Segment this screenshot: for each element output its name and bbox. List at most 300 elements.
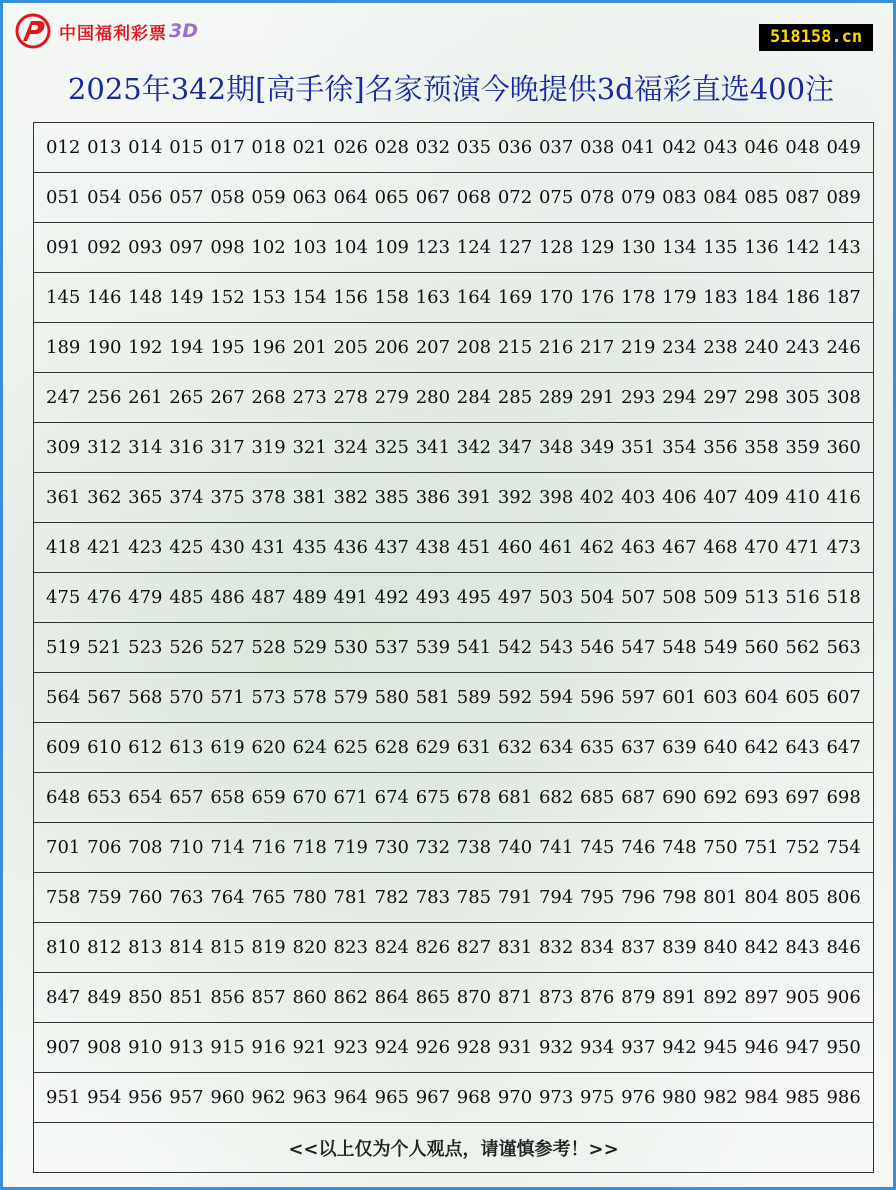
number-cell: 513 xyxy=(744,587,779,608)
number-cell: 028 xyxy=(374,137,409,158)
number-grid xyxy=(33,122,874,1173)
number-cell: 847 xyxy=(46,987,81,1008)
number-cell: 738 xyxy=(456,837,492,858)
number-cell: 706 xyxy=(87,837,122,858)
number-cell: 234 xyxy=(662,337,697,358)
number-cell: 745 xyxy=(580,837,615,858)
number-cell: 359 xyxy=(785,437,820,458)
number-cell: 057 xyxy=(169,187,204,208)
number-cell: 631 xyxy=(456,737,492,758)
number-cell: 410 xyxy=(785,487,820,508)
number-cell: 947 xyxy=(785,1037,820,1058)
number-row xyxy=(34,173,873,223)
number-cell: 834 xyxy=(580,937,615,958)
number-cell: 470 xyxy=(744,537,779,558)
number-cell: 862 xyxy=(333,987,368,1008)
number-row xyxy=(34,873,873,923)
number-cell: 823 xyxy=(333,937,368,958)
number-cell: 698 xyxy=(826,787,861,808)
number-cell: 982 xyxy=(703,1087,738,1108)
number-cell: 486 xyxy=(210,587,245,608)
number-cell: 657 xyxy=(169,787,204,808)
number-cell: 104 xyxy=(333,237,368,258)
number-cell: 542 xyxy=(497,637,533,658)
number-cell: 873 xyxy=(538,987,574,1008)
number-cell: 354 xyxy=(662,437,697,458)
number-cell: 906 xyxy=(826,987,861,1008)
number-cell: 926 xyxy=(415,1037,451,1058)
number-cell: 968 xyxy=(456,1087,492,1108)
number-cell: 562 xyxy=(785,637,820,658)
number-cell: 169 xyxy=(497,287,533,308)
number-cell: 701 xyxy=(46,837,81,858)
number-cell: 321 xyxy=(292,437,327,458)
number-cell: 059 xyxy=(251,187,286,208)
number-cell: 594 xyxy=(538,687,574,708)
number-cell: 280 xyxy=(415,387,451,408)
number-cell: 084 xyxy=(703,187,738,208)
number-cell: 416 xyxy=(826,487,861,508)
number-cell: 752 xyxy=(785,837,820,858)
number-cell: 054 xyxy=(87,187,122,208)
number-cell: 491 xyxy=(333,587,368,608)
number-cell: 750 xyxy=(703,837,738,858)
number-row xyxy=(34,823,873,873)
number-row xyxy=(34,573,873,623)
number-cell: 092 xyxy=(87,237,122,258)
number-cell: 523 xyxy=(128,637,163,658)
number-cell: 732 xyxy=(415,837,451,858)
number-cell: 048 xyxy=(785,137,820,158)
number-cell: 804 xyxy=(744,887,779,908)
number-cell: 915 xyxy=(210,1037,245,1058)
number-cell: 358 xyxy=(744,437,779,458)
number-cell: 601 xyxy=(662,687,697,708)
number-cell: 493 xyxy=(415,587,451,608)
number-cell: 375 xyxy=(210,487,245,508)
number-cell: 954 xyxy=(87,1087,122,1108)
number-cell: 187 xyxy=(826,287,861,308)
number-cell: 471 xyxy=(785,537,820,558)
number-cell: 846 xyxy=(826,937,861,958)
number-cell: 714 xyxy=(210,837,245,858)
number-cell: 317 xyxy=(210,437,245,458)
number-cell: 216 xyxy=(538,337,574,358)
number-cell: 018 xyxy=(251,137,286,158)
number-cell: 740 xyxy=(497,837,533,858)
number-cell: 046 xyxy=(744,137,779,158)
number-cell: 164 xyxy=(456,287,492,308)
number-cell: 658 xyxy=(210,787,245,808)
number-cell: 032 xyxy=(415,137,451,158)
number-cell: 127 xyxy=(497,237,533,258)
number-cell: 628 xyxy=(374,737,409,758)
number-cell: 975 xyxy=(580,1087,615,1108)
number-cell: 438 xyxy=(415,537,451,558)
number-cell: 356 xyxy=(703,437,738,458)
number-cell: 312 xyxy=(87,437,122,458)
number-row xyxy=(34,523,873,573)
number-row xyxy=(34,723,873,773)
number-cell: 351 xyxy=(621,437,656,458)
number-cell: 462 xyxy=(580,537,615,558)
number-cell: 381 xyxy=(292,487,327,508)
number-cell: 813 xyxy=(128,937,163,958)
number-cell: 937 xyxy=(621,1037,656,1058)
number-cell: 089 xyxy=(826,187,861,208)
number-cell: 273 xyxy=(292,387,327,408)
logo-text: 中国福利彩票 xyxy=(59,23,167,44)
number-cell: 812 xyxy=(87,937,122,958)
number-cell: 495 xyxy=(456,587,492,608)
number-cell: 097 xyxy=(169,237,204,258)
number-cell: 293 xyxy=(621,387,656,408)
number-cell: 795 xyxy=(580,887,615,908)
number-cell: 964 xyxy=(333,1087,368,1108)
number-cell: 298 xyxy=(744,387,779,408)
number-cell: 604 xyxy=(744,687,779,708)
number-cell: 864 xyxy=(374,987,409,1008)
number-cell: 942 xyxy=(662,1037,697,1058)
number-cell: 136 xyxy=(744,237,779,258)
number-cell: 207 xyxy=(415,337,451,358)
number-cell: 718 xyxy=(292,837,327,858)
number-cell: 871 xyxy=(497,987,533,1008)
number-cell: 530 xyxy=(333,637,368,658)
number-cell: 931 xyxy=(497,1037,533,1058)
number-cell: 149 xyxy=(169,287,204,308)
disclaimer-footer: <<以上仅为个人观点，请谨慎参考！>> xyxy=(288,1138,619,1160)
number-cell: 763 xyxy=(169,887,204,908)
number-cell: 487 xyxy=(251,587,286,608)
number-cell: 497 xyxy=(497,587,533,608)
number-cell: 730 xyxy=(374,837,409,858)
number-cell: 146 xyxy=(87,287,122,308)
number-cell: 178 xyxy=(621,287,656,308)
number-cell: 670 xyxy=(292,787,327,808)
number-cell: 475 xyxy=(46,587,81,608)
number-cell: 951 xyxy=(46,1087,81,1108)
number-cell: 431 xyxy=(251,537,286,558)
number-cell: 042 xyxy=(662,137,697,158)
number-cell: 285 xyxy=(497,387,533,408)
number-cell: 913 xyxy=(169,1037,204,1058)
number-cell: 153 xyxy=(251,287,286,308)
number-cell: 612 xyxy=(128,737,163,758)
number-cell: 425 xyxy=(169,537,204,558)
number-cell: 619 xyxy=(210,737,245,758)
number-cell: 509 xyxy=(703,587,738,608)
number-cell: 503 xyxy=(538,587,574,608)
number-cell: 091 xyxy=(46,237,81,258)
number-cell: 765 xyxy=(251,887,286,908)
number-cell: 279 xyxy=(374,387,409,408)
number-cell: 075 xyxy=(538,187,574,208)
number-cell: 642 xyxy=(744,737,779,758)
number-cell: 406 xyxy=(662,487,697,508)
number-row xyxy=(34,373,873,423)
number-cell: 135 xyxy=(703,237,738,258)
number-cell: 036 xyxy=(497,137,533,158)
number-cell: 215 xyxy=(497,337,533,358)
number-cell: 026 xyxy=(333,137,368,158)
number-cell: 785 xyxy=(456,887,492,908)
number-cell: 806 xyxy=(826,887,861,908)
number-cell: 043 xyxy=(703,137,738,158)
number-cell: 289 xyxy=(538,387,574,408)
number-cell: 794 xyxy=(538,887,574,908)
number-cell: 268 xyxy=(251,387,286,408)
number-cell: 980 xyxy=(662,1087,697,1108)
number-cell: 087 xyxy=(785,187,820,208)
number-cell: 201 xyxy=(292,337,327,358)
number-cell: 527 xyxy=(210,637,245,658)
number-cell: 892 xyxy=(703,987,738,1008)
number-cell: 529 xyxy=(292,637,327,658)
number-cell: 184 xyxy=(744,287,779,308)
number-cell: 348 xyxy=(538,437,574,458)
number-cell: 758 xyxy=(46,887,81,908)
number-cell: 839 xyxy=(662,937,697,958)
number-cell: 129 xyxy=(580,237,615,258)
number-cell: 398 xyxy=(538,487,574,508)
welfare-lottery-logo-icon xyxy=(13,13,53,49)
number-cell: 568 xyxy=(128,687,163,708)
number-row xyxy=(34,273,873,323)
number-cell: 659 xyxy=(251,787,286,808)
number-cell: 603 xyxy=(703,687,738,708)
number-cell: 678 xyxy=(456,787,492,808)
number-cell: 314 xyxy=(128,437,163,458)
number-cell: 610 xyxy=(87,737,122,758)
number-cell: 152 xyxy=(210,287,245,308)
number-cell: 746 xyxy=(621,837,656,858)
number-cell: 760 xyxy=(128,887,163,908)
number-cell: 103 xyxy=(292,237,327,258)
number-cell: 342 xyxy=(456,437,492,458)
number-cell: 692 xyxy=(703,787,738,808)
number-cell: 719 xyxy=(333,837,368,858)
number-cell: 879 xyxy=(621,987,656,1008)
number-cell: 435 xyxy=(292,537,327,558)
number-row xyxy=(34,423,873,473)
number-cell: 341 xyxy=(415,437,451,458)
number-cell: 960 xyxy=(210,1087,245,1108)
number-cell: 489 xyxy=(292,587,327,608)
number-cell: 015 xyxy=(169,137,204,158)
number-cell: 192 xyxy=(128,337,163,358)
number-cell: 950 xyxy=(826,1037,861,1058)
number-cell: 876 xyxy=(580,987,615,1008)
number-cell: 682 xyxy=(538,787,574,808)
number-cell: 934 xyxy=(580,1037,615,1058)
number-cell: 826 xyxy=(415,937,451,958)
number-cell: 842 xyxy=(744,937,779,958)
number-cell: 810 xyxy=(46,937,81,958)
number-cell: 362 xyxy=(87,487,122,508)
number-cell: 176 xyxy=(580,287,615,308)
number-cell: 690 xyxy=(662,787,697,808)
number-cell: 945 xyxy=(703,1037,738,1058)
number-cell: 360 xyxy=(826,437,861,458)
number-cell: 347 xyxy=(497,437,533,458)
number-cell: 759 xyxy=(87,887,122,908)
number-cell: 965 xyxy=(374,1087,409,1108)
number-cell: 546 xyxy=(580,637,615,658)
number-cell: 592 xyxy=(497,687,533,708)
number-cell: 014 xyxy=(128,137,163,158)
number-cell: 436 xyxy=(333,537,368,558)
number-cell: 856 xyxy=(210,987,245,1008)
number-cell: 832 xyxy=(538,937,574,958)
number-cell: 710 xyxy=(169,837,204,858)
number-cell: 217 xyxy=(580,337,615,358)
number-cell: 613 xyxy=(169,737,204,758)
number-cell: 098 xyxy=(210,237,245,258)
number-cell: 932 xyxy=(538,1037,574,1058)
number-cell: 907 xyxy=(46,1037,81,1058)
number-cell: 492 xyxy=(374,587,409,608)
number-cell: 063 xyxy=(292,187,327,208)
number-cell: 549 xyxy=(703,637,738,658)
number-cell: 764 xyxy=(210,887,245,908)
number-cell: 186 xyxy=(785,287,820,308)
number-cell: 261 xyxy=(128,387,163,408)
number-cell: 064 xyxy=(333,187,368,208)
number-cell: 831 xyxy=(497,937,533,958)
number-cell: 624 xyxy=(292,737,327,758)
number-cell: 629 xyxy=(415,737,451,758)
number-cell: 620 xyxy=(251,737,286,758)
number-cell: 130 xyxy=(621,237,656,258)
number-row xyxy=(34,323,873,373)
number-cell: 687 xyxy=(621,787,656,808)
number-cell: 537 xyxy=(374,637,409,658)
number-cell: 037 xyxy=(538,137,574,158)
number-cell: 910 xyxy=(128,1037,163,1058)
number-cell: 632 xyxy=(497,737,533,758)
number-cell: 984 xyxy=(744,1087,779,1108)
number-cell: 134 xyxy=(662,237,697,258)
number-cell: 521 xyxy=(87,637,122,658)
number-row xyxy=(34,1073,873,1123)
number-cell: 507 xyxy=(621,587,656,608)
number-cell: 843 xyxy=(785,937,820,958)
number-cell: 693 xyxy=(744,787,779,808)
number-cell: 648 xyxy=(46,787,81,808)
number-cell: 265 xyxy=(169,387,204,408)
number-cell: 635 xyxy=(580,737,615,758)
number-row xyxy=(34,773,873,823)
number-cell: 402 xyxy=(580,487,615,508)
number-cell: 195 xyxy=(210,337,245,358)
number-cell: 085 xyxy=(744,187,779,208)
number-cell: 824 xyxy=(374,937,409,958)
number-cell: 647 xyxy=(826,737,861,758)
number-cell: 361 xyxy=(46,487,81,508)
number-cell: 049 xyxy=(826,137,861,158)
number-cell: 548 xyxy=(662,637,697,658)
number-cell: 189 xyxy=(46,337,81,358)
number-cell: 072 xyxy=(497,187,533,208)
number-cell: 814 xyxy=(169,937,204,958)
number-cell: 068 xyxy=(456,187,492,208)
number-cell: 564 xyxy=(46,687,81,708)
number-cell: 206 xyxy=(374,337,409,358)
number-cell: 581 xyxy=(415,687,451,708)
number-cell: 908 xyxy=(87,1037,122,1058)
number-cell: 596 xyxy=(580,687,615,708)
number-cell: 870 xyxy=(456,987,492,1008)
number-cell: 748 xyxy=(662,837,697,858)
number-cell: 124 xyxy=(456,237,492,258)
number-cell: 819 xyxy=(251,937,286,958)
number-cell: 485 xyxy=(169,587,204,608)
number-cell: 609 xyxy=(46,737,81,758)
number-cell: 754 xyxy=(826,837,861,858)
number-cell: 418 xyxy=(46,537,81,558)
number-cell: 963 xyxy=(292,1087,327,1108)
logo-3d: 3D xyxy=(169,20,198,42)
number-cell: 928 xyxy=(456,1037,492,1058)
number-cell: 294 xyxy=(662,387,697,408)
number-cell: 461 xyxy=(538,537,574,558)
number-cell: 820 xyxy=(292,937,327,958)
number-cell: 145 xyxy=(46,287,81,308)
number-cell: 850 xyxy=(128,987,163,1008)
number-cell: 946 xyxy=(744,1037,779,1058)
number-cell: 324 xyxy=(333,437,368,458)
number-cell: 190 xyxy=(87,337,122,358)
number-cell: 278 xyxy=(333,387,368,408)
number-cell: 154 xyxy=(292,287,327,308)
number-cell: 392 xyxy=(497,487,533,508)
number-cell: 476 xyxy=(87,587,122,608)
number-cell: 409 xyxy=(744,487,779,508)
number-row xyxy=(34,473,873,523)
number-cell: 962 xyxy=(251,1087,286,1108)
number-cell: 041 xyxy=(621,137,656,158)
number-cell: 012 xyxy=(46,137,81,158)
number-cell: 123 xyxy=(415,237,451,258)
number-row xyxy=(34,1023,873,1073)
number-cell: 385 xyxy=(374,487,409,508)
number-cell: 916 xyxy=(251,1037,286,1058)
number-cell: 976 xyxy=(621,1087,656,1108)
number-cell: 528 xyxy=(251,637,286,658)
number-cell: 194 xyxy=(169,337,204,358)
number-cell: 607 xyxy=(826,687,861,708)
number-cell: 319 xyxy=(251,437,286,458)
number-cell: 421 xyxy=(87,537,122,558)
number-cell: 305 xyxy=(785,387,820,408)
number-cell: 148 xyxy=(128,287,163,308)
number-cell: 256 xyxy=(87,387,122,408)
page-title: 2025年342期[高手徐]名家预演今晚提供3d福彩直选400注 xyxy=(67,72,835,106)
number-cell: 219 xyxy=(621,337,656,358)
number-cell: 035 xyxy=(456,137,492,158)
number-cell: 815 xyxy=(210,937,245,958)
number-cell: 973 xyxy=(538,1087,574,1108)
number-cell: 038 xyxy=(580,137,615,158)
number-cell: 547 xyxy=(621,637,656,658)
number-cell: 423 xyxy=(128,537,163,558)
number-cell: 247 xyxy=(46,387,81,408)
number-cell: 205 xyxy=(333,337,368,358)
number-cell: 605 xyxy=(785,687,820,708)
number-cell: 798 xyxy=(662,887,697,908)
number-cell: 243 xyxy=(785,337,820,358)
